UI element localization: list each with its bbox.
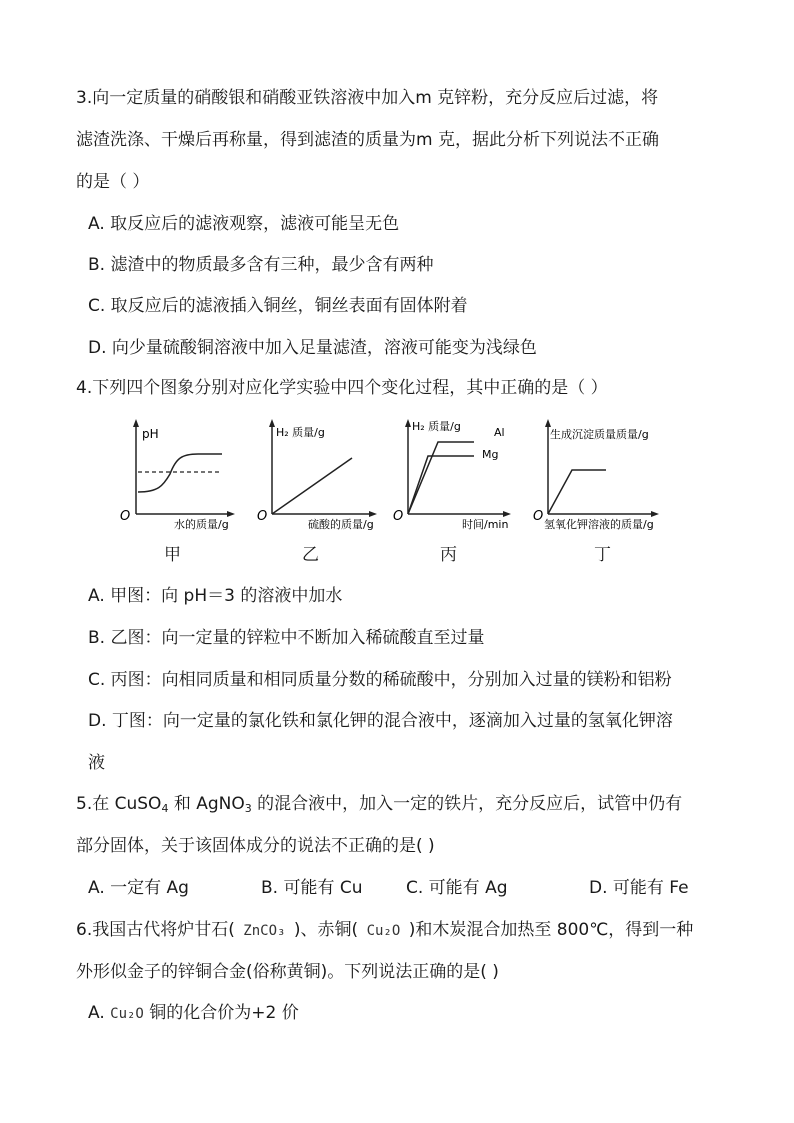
q3-option-a: A. 取反应后的滤液观察，滤液可能呈无色 — [88, 214, 400, 234]
q5-option-b: B. 可能有 Cu — [261, 878, 363, 898]
graph-bing-series-al: Al — [494, 426, 505, 439]
q3-option-c: C. 取反应后的滤液插入铜丝，铜丝表面有固体附着 — [88, 296, 468, 316]
q5-stem-line2: 部分固体，关于该固体成分的说法不正确的是( ) — [76, 836, 435, 856]
graph-jia-ylabel: pH — [142, 427, 159, 441]
graph-ding — [530, 416, 670, 538]
q4-stem: 4.下列四个图象分别对应化学实验中四个变化过程，其中正确的是（ ） — [76, 378, 608, 398]
q3-option-d: D. 向少量硫酸铜溶液中加入足量滤渣，溶液可能变为浅绿色 — [88, 338, 537, 358]
graph-bing-origin: O — [393, 509, 404, 524]
graph-jia-xlabel: 水的质量/g — [174, 518, 229, 531]
graph-jia — [118, 416, 238, 538]
graph-ding-xlabel: 氢氧化钾溶液的质量/g — [544, 518, 654, 531]
q5-option-a: A. 一定有 Ag — [88, 878, 189, 898]
q6-stem-line1: 6.我国古代将炉甘石( ZnCO₃ )、赤铜( Cu₂O )和木炭混合加热至 800℃，得到一种 — [76, 920, 694, 940]
q6-stem-line2: 外形似金子的锌铜合金(俗称黄铜)。下列说法正确的是( ) — [76, 962, 499, 982]
graph-yi-xlabel: 硫酸的质量/g — [308, 518, 374, 531]
graph-jia-caption: 甲 — [164, 545, 181, 565]
q5-option-d: D. 可能有 Fe — [589, 878, 689, 898]
q4-option-b: B. 乙图：向一定量的锌粒中不断加入稀硫酸直至过量 — [88, 628, 485, 648]
graph-ding-caption: 丁 — [594, 545, 611, 565]
graph-yi-caption: 乙 — [302, 545, 319, 565]
q3-stem-line1: 3.向一定质量的硝酸银和硝酸亚铁溶液中加入m 克锌粉，充分反应后过滤，将 — [76, 88, 659, 108]
q5-option-c: C. 可能有 Ag — [406, 878, 508, 898]
graph-yi-origin: O — [257, 509, 268, 524]
graph-ding-ylabel: 生成沉淀质量质量/g — [550, 428, 649, 441]
graph-bing-ylabel: H₂ 质量/g — [412, 420, 461, 433]
q3-stem-line3: 的是（ ） — [76, 172, 150, 192]
q4-option-c: C. 丙图：向相同质量和相同质量分数的稀硫酸中，分别加入过量的镁粉和铝粉 — [88, 670, 672, 690]
graph-jia-origin: O — [120, 509, 131, 524]
q4-option-d-line1: D. 丁图：向一定量的氯化铁和氯化钾的混合液中，逐滴加入过量的氢氧化钾溶 — [88, 711, 673, 731]
q3-option-b: B. 滤渣中的物质最多含有三种，最少含有两种 — [88, 255, 434, 275]
q5-stem-line1: 5.在 CuSO$_4$ 和 AgNO$_3$ 的混合液中，加入一定的铁片，充分反应后，试管中仍有 — [76, 794, 683, 815]
q4-option-d-line2: 液 — [88, 753, 105, 773]
q4-option-a: A. 甲图：向 pH＝3 的溶液中加水 — [88, 586, 343, 606]
graph-yi — [254, 416, 384, 538]
graph-bing-series-mg: Mg — [482, 448, 499, 461]
q6-option-a: A. Cu₂O 铜的化合价为+2 价 — [88, 1003, 299, 1023]
graph-yi-ylabel: H₂ 质量/g — [276, 426, 325, 439]
graph-bing-xlabel: 时间/min — [462, 518, 509, 531]
graph-bing — [390, 416, 530, 538]
q3-stem-line2: 滤渣洗涤、干燥后再称量，得到滤渣的质量为m 克，据此分析下列说法不正确 — [76, 130, 659, 150]
graph-ding-origin: O — [533, 509, 544, 524]
graph-bing-caption: 丙 — [440, 545, 457, 565]
